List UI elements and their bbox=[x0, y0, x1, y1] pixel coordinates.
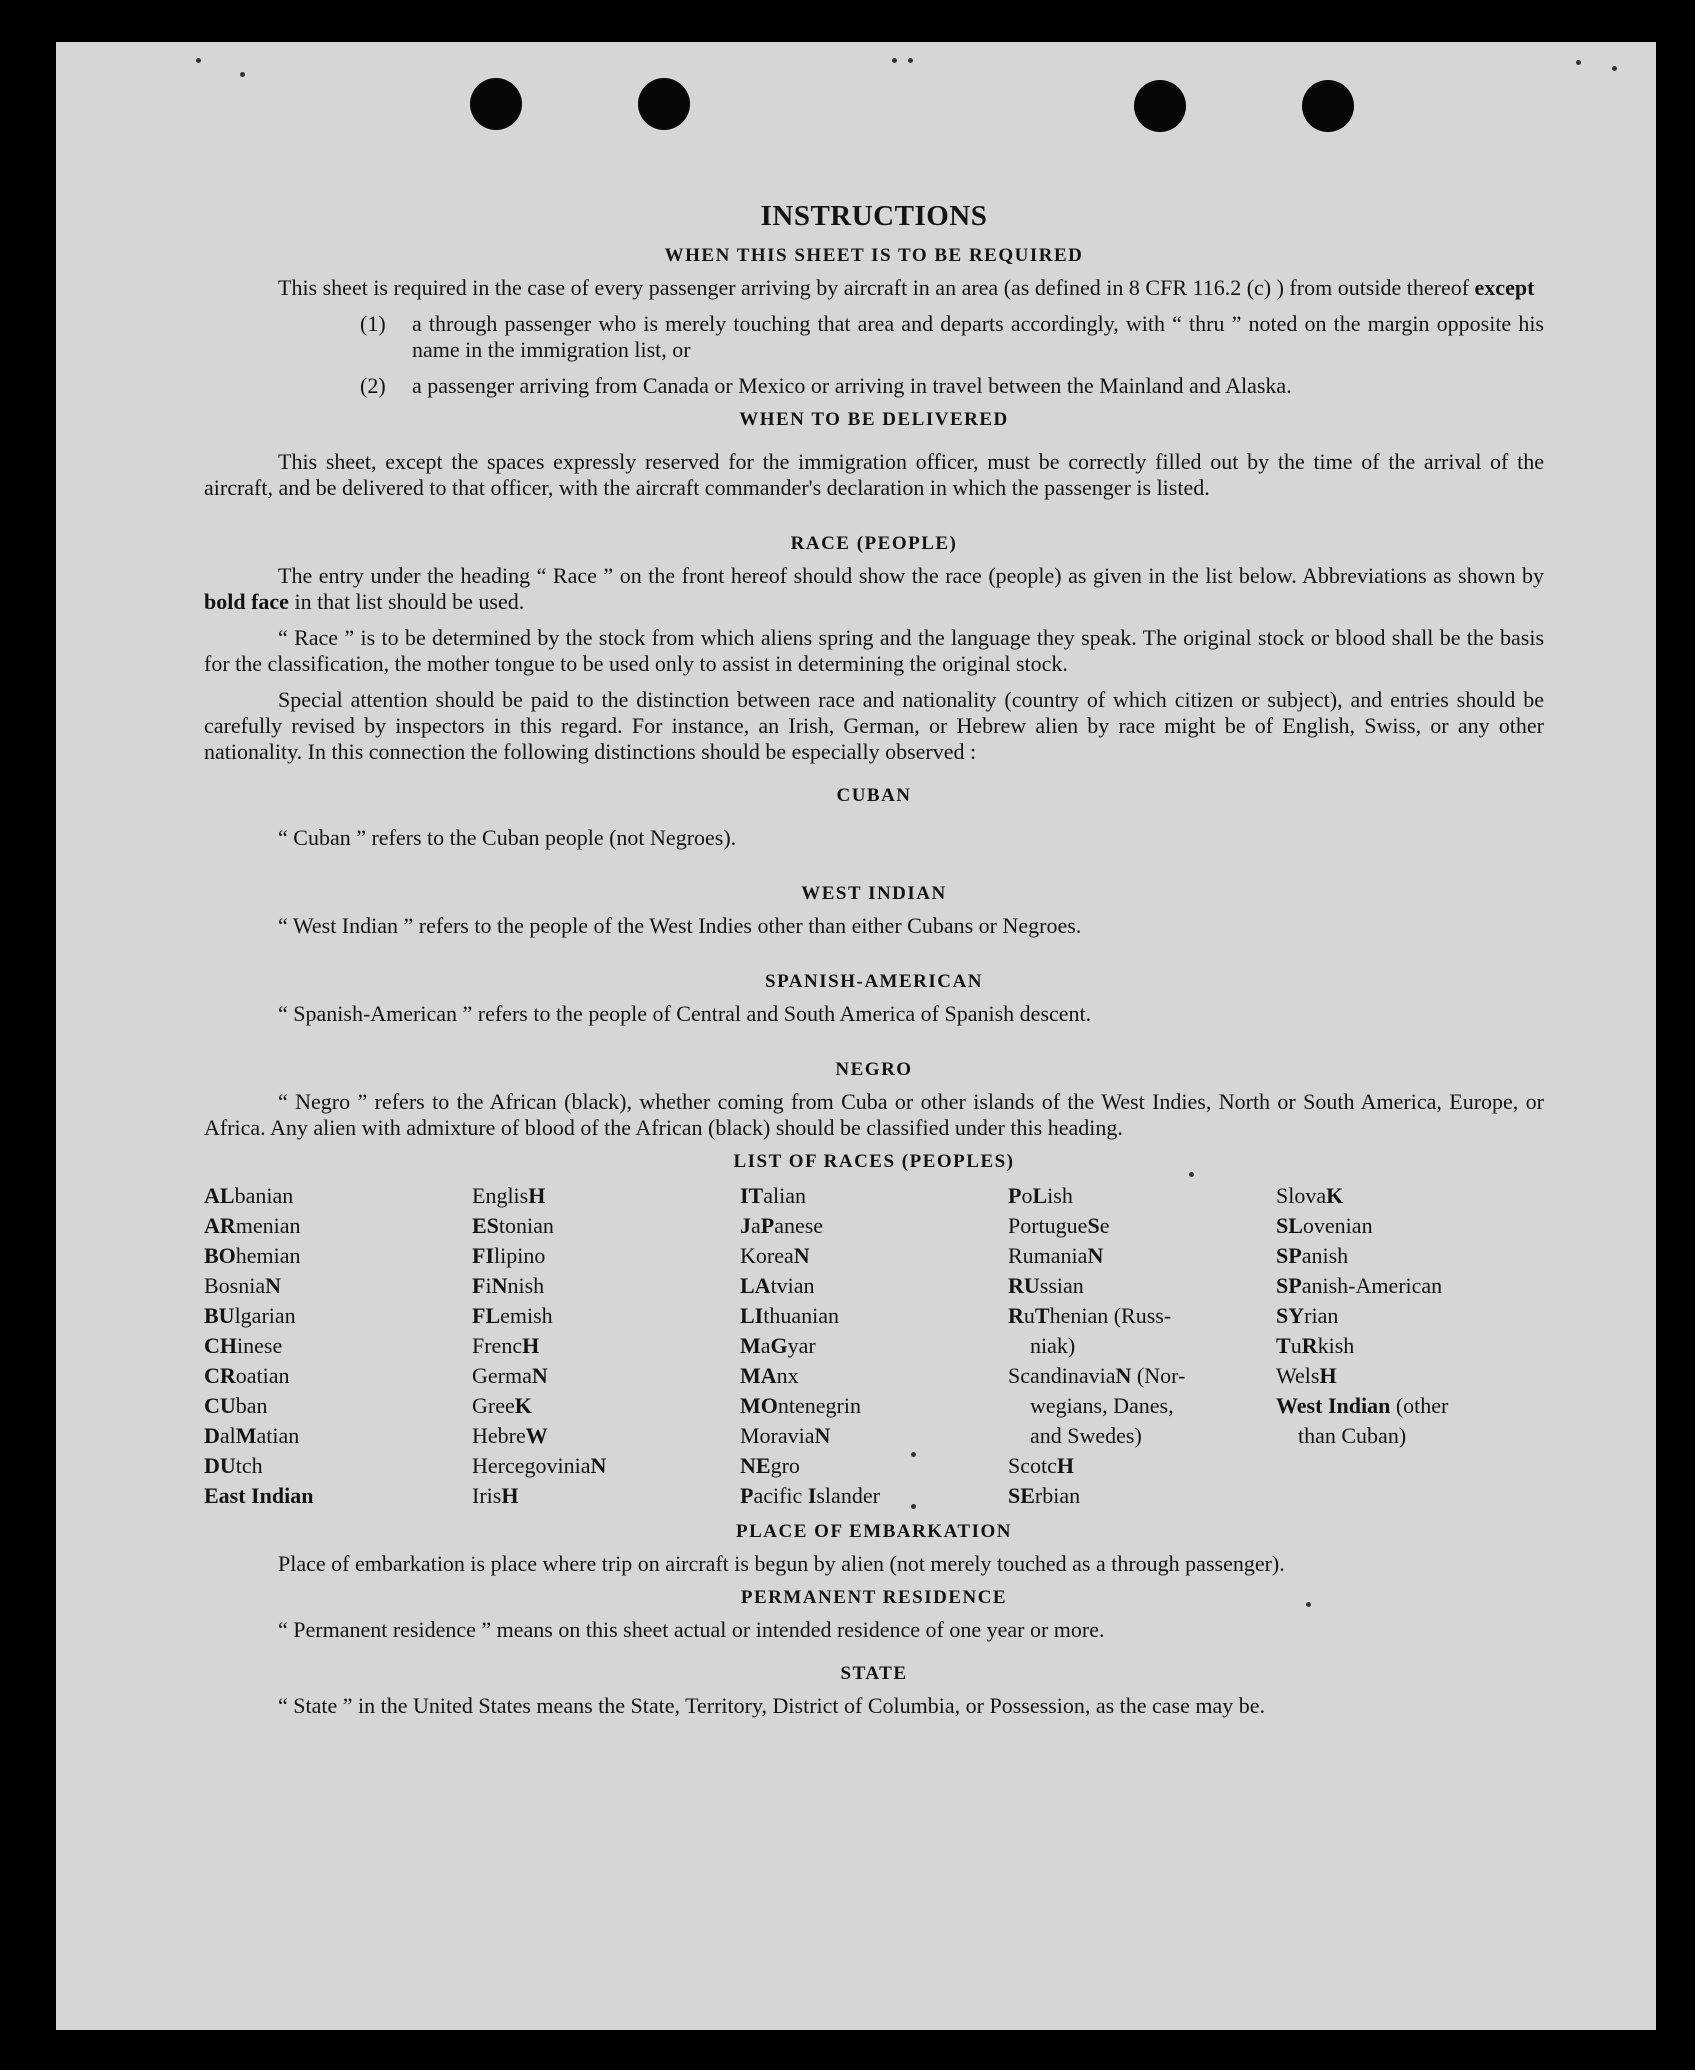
race-entry: GermaN bbox=[472, 1363, 548, 1388]
instructions-content bbox=[204, 152, 1544, 1719]
race-entry: East Indian bbox=[204, 1483, 314, 1508]
punch-hole bbox=[1302, 80, 1354, 132]
west-indian-text: “ West Indian ” refers to the people of the West Indies other than either Cubans or Negroes. bbox=[278, 913, 1082, 938]
heading-spanish-american: SPANISH-AMERICAN bbox=[765, 971, 983, 992]
punch-hole bbox=[470, 78, 522, 130]
race-entry: JaPanese bbox=[740, 1213, 824, 1238]
race-entry: Pacific Islander bbox=[740, 1483, 880, 1508]
heading-cuban: CUBAN bbox=[836, 785, 912, 806]
exception-item: (1) a through passenger who is merely touching that area and departs accordingly, with “ thru ” noted on the margin opposite his name in the immigration list, or bbox=[360, 311, 1544, 362]
race-entry: CRoatian bbox=[204, 1363, 290, 1388]
race-entry: FIlipino bbox=[472, 1243, 546, 1268]
race-paragraph: The entry under the heading “ Race ” on the front hereof should show the race (people) as given in the list below. Abbreviations as shown by bold face in that list should be used. bbox=[204, 563, 1544, 614]
races-column bbox=[204, 1181, 472, 1511]
race-entry: FrencH bbox=[472, 1333, 540, 1358]
punch-hole bbox=[1134, 80, 1186, 132]
race-entry: SLovenian bbox=[1276, 1213, 1373, 1238]
embarkation-text: Place of embarkation is place where trip on aircraft is begun by alien (not merely touched as a through passenger). bbox=[278, 1551, 1285, 1576]
race-entry: RuThenian (Russ- niak) bbox=[1008, 1303, 1172, 1358]
race-entry: EStonian bbox=[472, 1213, 554, 1238]
races-column bbox=[1276, 1181, 1544, 1511]
heading-race: RACE (PEOPLE) bbox=[790, 533, 958, 554]
race-entry: FLemish bbox=[472, 1303, 553, 1328]
race-entry: BosniaN bbox=[204, 1273, 282, 1298]
race-entry: LIthuanian bbox=[740, 1303, 840, 1328]
heading-embarkation: PLACE OF EMBARKATION bbox=[736, 1521, 1012, 1542]
races-column bbox=[740, 1181, 1008, 1511]
residence-text: “ Permanent residence ” means on this sheet actual or intended residence of one year or more. bbox=[278, 1617, 1105, 1642]
race-entry: CHinese bbox=[204, 1333, 283, 1358]
race-entry: KoreaN bbox=[740, 1243, 810, 1268]
race-entry: ARmenian bbox=[204, 1213, 301, 1238]
race-entry: SlovaK bbox=[1276, 1183, 1344, 1208]
race-entry: DUtch bbox=[204, 1453, 263, 1478]
race-entry: SErbian bbox=[1008, 1483, 1081, 1508]
heading-state: STATE bbox=[840, 1663, 908, 1684]
speck bbox=[240, 72, 245, 77]
heading-when-required: WHEN THIS SHEET IS TO BE REQUIRED bbox=[664, 245, 1084, 266]
race-entry: RUssian bbox=[1008, 1273, 1084, 1298]
race-entry: MOntenegrin bbox=[740, 1393, 861, 1418]
speck bbox=[196, 58, 201, 63]
race-entry: GreeK bbox=[472, 1393, 532, 1418]
speck bbox=[892, 58, 897, 63]
race-paragraph: “ Race ” is to be determined by the stock from which aliens spring and the language they speak. The original stock or blood shall be the basis for the classification, the mother tongue to be used only to assist in determining the original stock. bbox=[204, 625, 1544, 676]
race-entry: DalMatian bbox=[204, 1423, 300, 1448]
punch-hole bbox=[638, 78, 690, 130]
race-entry: MAnx bbox=[740, 1363, 799, 1388]
heading-negro: NEGRO bbox=[835, 1059, 913, 1080]
race-entry: West Indian (other than Cuban) bbox=[1276, 1393, 1449, 1448]
speck bbox=[1576, 60, 1581, 65]
race-paragraph: Special attention should be paid to the distinction between race and nationality (country of which citizen or subject), and entries should be carefully revised by inspectors in this regard. For instance, an Irish, German, or Hebrew alien by race might be of English, Swiss, or any other nationality. In this connection the following distinctions should be especially observed : bbox=[204, 687, 1544, 764]
document-page bbox=[56, 42, 1656, 2030]
race-entry: MaGyar bbox=[740, 1333, 816, 1358]
race-entry: WelsH bbox=[1276, 1363, 1337, 1388]
race-entry: ITalian bbox=[740, 1183, 807, 1208]
negro-text: “ Negro ” refers to the African (black), whether coming from Cuba or other islands of the West Indies, North or South America, Europe, or Africa. Any alien with admixture of blood of the African (black) should be classified under this heading. bbox=[204, 1089, 1544, 1140]
race-entry: ScandinaviaN (Nor- wegians, Danes, and Swedes) bbox=[1008, 1363, 1186, 1448]
race-entry: HebreW bbox=[472, 1423, 548, 1448]
heading-permanent-residence: PERMANENT RESIDENCE bbox=[740, 1587, 1008, 1608]
race-entry: SYrian bbox=[1276, 1303, 1339, 1328]
race-entry: TuRkish bbox=[1276, 1333, 1355, 1358]
race-entry: SPanish bbox=[1276, 1243, 1349, 1268]
when-delivered-text: This sheet, except the spaces expressly reserved for the immigration officer, must be correctly filled out by the time of the arrival of the aircraft, and be delivered to that officer, with the aircraft commander's declaration in which the passenger is listed. bbox=[204, 449, 1544, 500]
race-entry: HercegoviniaN bbox=[472, 1453, 607, 1478]
race-entry: PortugueSe bbox=[1008, 1213, 1110, 1238]
heading-list-of-races: LIST OF RACES (PEOPLES) bbox=[733, 1151, 1015, 1172]
races-table bbox=[204, 1181, 1544, 1511]
race-entry: FiNnish bbox=[472, 1273, 545, 1298]
speck bbox=[1612, 66, 1617, 71]
race-entry: BOhemian bbox=[204, 1243, 301, 1268]
race-entry: CUban bbox=[204, 1393, 268, 1418]
heading-west-indian: WEST INDIAN bbox=[801, 883, 947, 904]
heading-when-delivered: WHEN TO BE DELIVERED bbox=[739, 409, 1009, 430]
race-entry: MoraviaN bbox=[740, 1423, 831, 1448]
race-entry: RumaniaN bbox=[1008, 1243, 1104, 1268]
race-entry: EnglisH bbox=[472, 1183, 546, 1208]
race-entry: LAtvian bbox=[740, 1273, 815, 1298]
state-text: “ State ” in the United States means the State, Territory, District of Columbia, or Possession, as the case may be. bbox=[278, 1693, 1266, 1718]
race-entry: ScotcH bbox=[1008, 1453, 1075, 1478]
spanish-american-text: “ Spanish-American ” refers to the people of Central and South America of Spanish descent. bbox=[278, 1001, 1092, 1026]
races-column bbox=[1008, 1181, 1276, 1511]
races-column bbox=[472, 1181, 740, 1511]
cuban-text: “ Cuban ” refers to the Cuban people (not Negroes). bbox=[278, 825, 737, 850]
race-entry: IrisH bbox=[472, 1483, 519, 1508]
race-entry: NEgro bbox=[740, 1453, 800, 1478]
race-entry: PoLish bbox=[1008, 1183, 1073, 1208]
race-entry: SPanish-American bbox=[1276, 1273, 1443, 1298]
when-required-intro: This sheet is required in the case of every passenger arriving by aircraft in an area (as defined in 8 CFR 116.2 (c) ) from outside thereof except bbox=[278, 275, 1535, 300]
race-entry: ALbanian bbox=[204, 1183, 294, 1208]
exception-item: (2) a passenger arriving from Canada or Mexico or arriving in travel between the Mainland and Alaska. bbox=[360, 373, 1292, 398]
page-title: INSTRUCTIONS bbox=[760, 200, 988, 232]
speck bbox=[908, 58, 913, 63]
race-entry: BUlgarian bbox=[204, 1303, 296, 1328]
